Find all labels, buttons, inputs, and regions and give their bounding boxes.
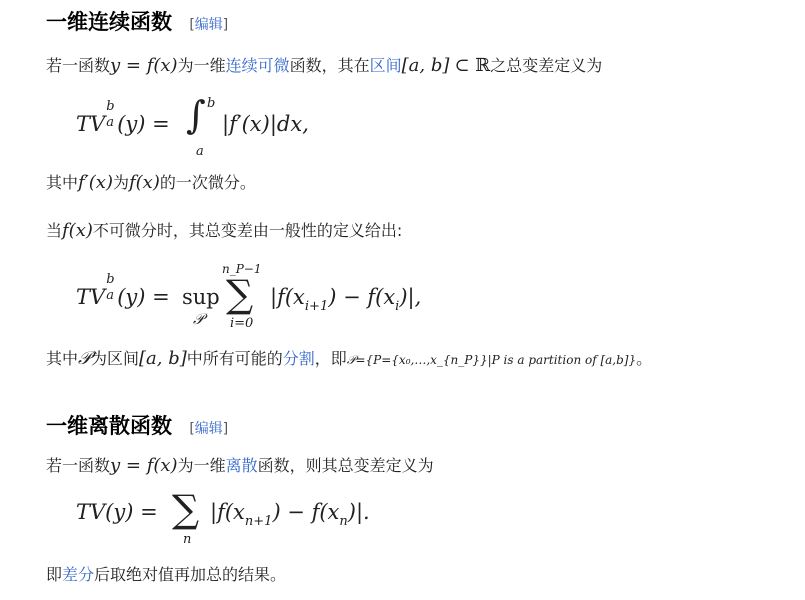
edit-link[interactable]: 编辑 [194, 421, 223, 437]
paragraph-derivative-note: 其中f′(x)为f(x)的一次微分。 [46, 172, 256, 193]
math-partition-set: {P={x₀,…,x_{n_P}}|P is a partition of [a,b]} [365, 353, 637, 367]
sum-sign: ∑ [226, 272, 254, 316]
link-continuously-differentiable[interactable]: 连续可微 [225, 56, 290, 75]
sum-body: $|f(x_{n+1}) - f(x_n)|$. [210, 500, 370, 529]
link-difference[interactable]: 差分 [62, 565, 95, 584]
math-partition-set-lhs: 𝒫= [346, 353, 366, 367]
edit-link[interactable]: 编辑 [194, 17, 223, 33]
sum-sign: ∑ [172, 487, 200, 531]
sum-body: $|f(x_{i+1}) - f(x_i)|$, [270, 285, 422, 314]
integral-lower-limit: a [196, 144, 204, 159]
paragraph-partition-note: 其中𝒫为区间[a, b]中所有可能的分割，即𝒫={P={x₀,…,x_{n_P}}|P is a partition of [a,b]}。 [46, 348, 653, 369]
paragraph-definition: 若一函数y = f(x)为一维连续可微函数，其在区间[a, b] ⊂ ℝ之总变差定义为 [46, 55, 603, 76]
math-calP: 𝒫 [78, 348, 91, 369]
edit-section: [编辑] [189, 421, 229, 437]
sum-lower-limit: n [183, 532, 192, 547]
math-interval-ab: [a, b] [139, 348, 187, 369]
math-y-eq-fx: y = f(x) [110, 455, 178, 476]
formula-tv-sup: TV b a (y) = [76, 272, 170, 309]
integral-sign: ∫ [186, 93, 206, 137]
paragraph-difference-note: 即差分后取绝对值再加总的结果。 [46, 565, 287, 584]
section-heading-discrete [46, 412, 228, 443]
edit-section: [编辑] [189, 17, 229, 33]
link-discrete[interactable]: 离散 [225, 456, 258, 475]
integral-upper-limit: b [207, 96, 216, 111]
math-fx: f(x) [62, 220, 93, 241]
formula-tv-discrete: TV(y) = [76, 500, 158, 524]
link-partition[interactable]: 分割 [282, 349, 315, 368]
link-interval[interactable]: 区间 [369, 56, 402, 75]
math-fx: f(x) [128, 172, 160, 193]
section-heading-continuous [46, 8, 228, 39]
sum-lower-limit: i=0 [230, 316, 254, 331]
integrand: |f′(x)|dx, [222, 112, 309, 136]
sup-subscript: 𝒫 [193, 310, 204, 328]
heading-text: 一维连续函数 [46, 10, 172, 34]
heading-text: 一维离散函数 [46, 414, 172, 438]
math-y-eq-fx: y = f(x) [110, 55, 178, 76]
math-f-prime: f′(x) [78, 172, 113, 193]
paragraph-discrete-definition: 若一函数y = f(x)为一维离散函数，则其总变差定义为 [46, 455, 434, 476]
math-subset-R: ⊂ ℝ [454, 55, 491, 76]
math-interval-ab: [a, b] [401, 55, 450, 76]
paragraph-general-definition: 当f(x)不可微分时，其总变差由一般性的定义给出: [46, 220, 403, 241]
sup-operator: sup [182, 285, 220, 309]
sum-upper-limit: n_P−1 [222, 262, 262, 276]
formula-tv-integral: TV b a (y) = [76, 99, 170, 136]
